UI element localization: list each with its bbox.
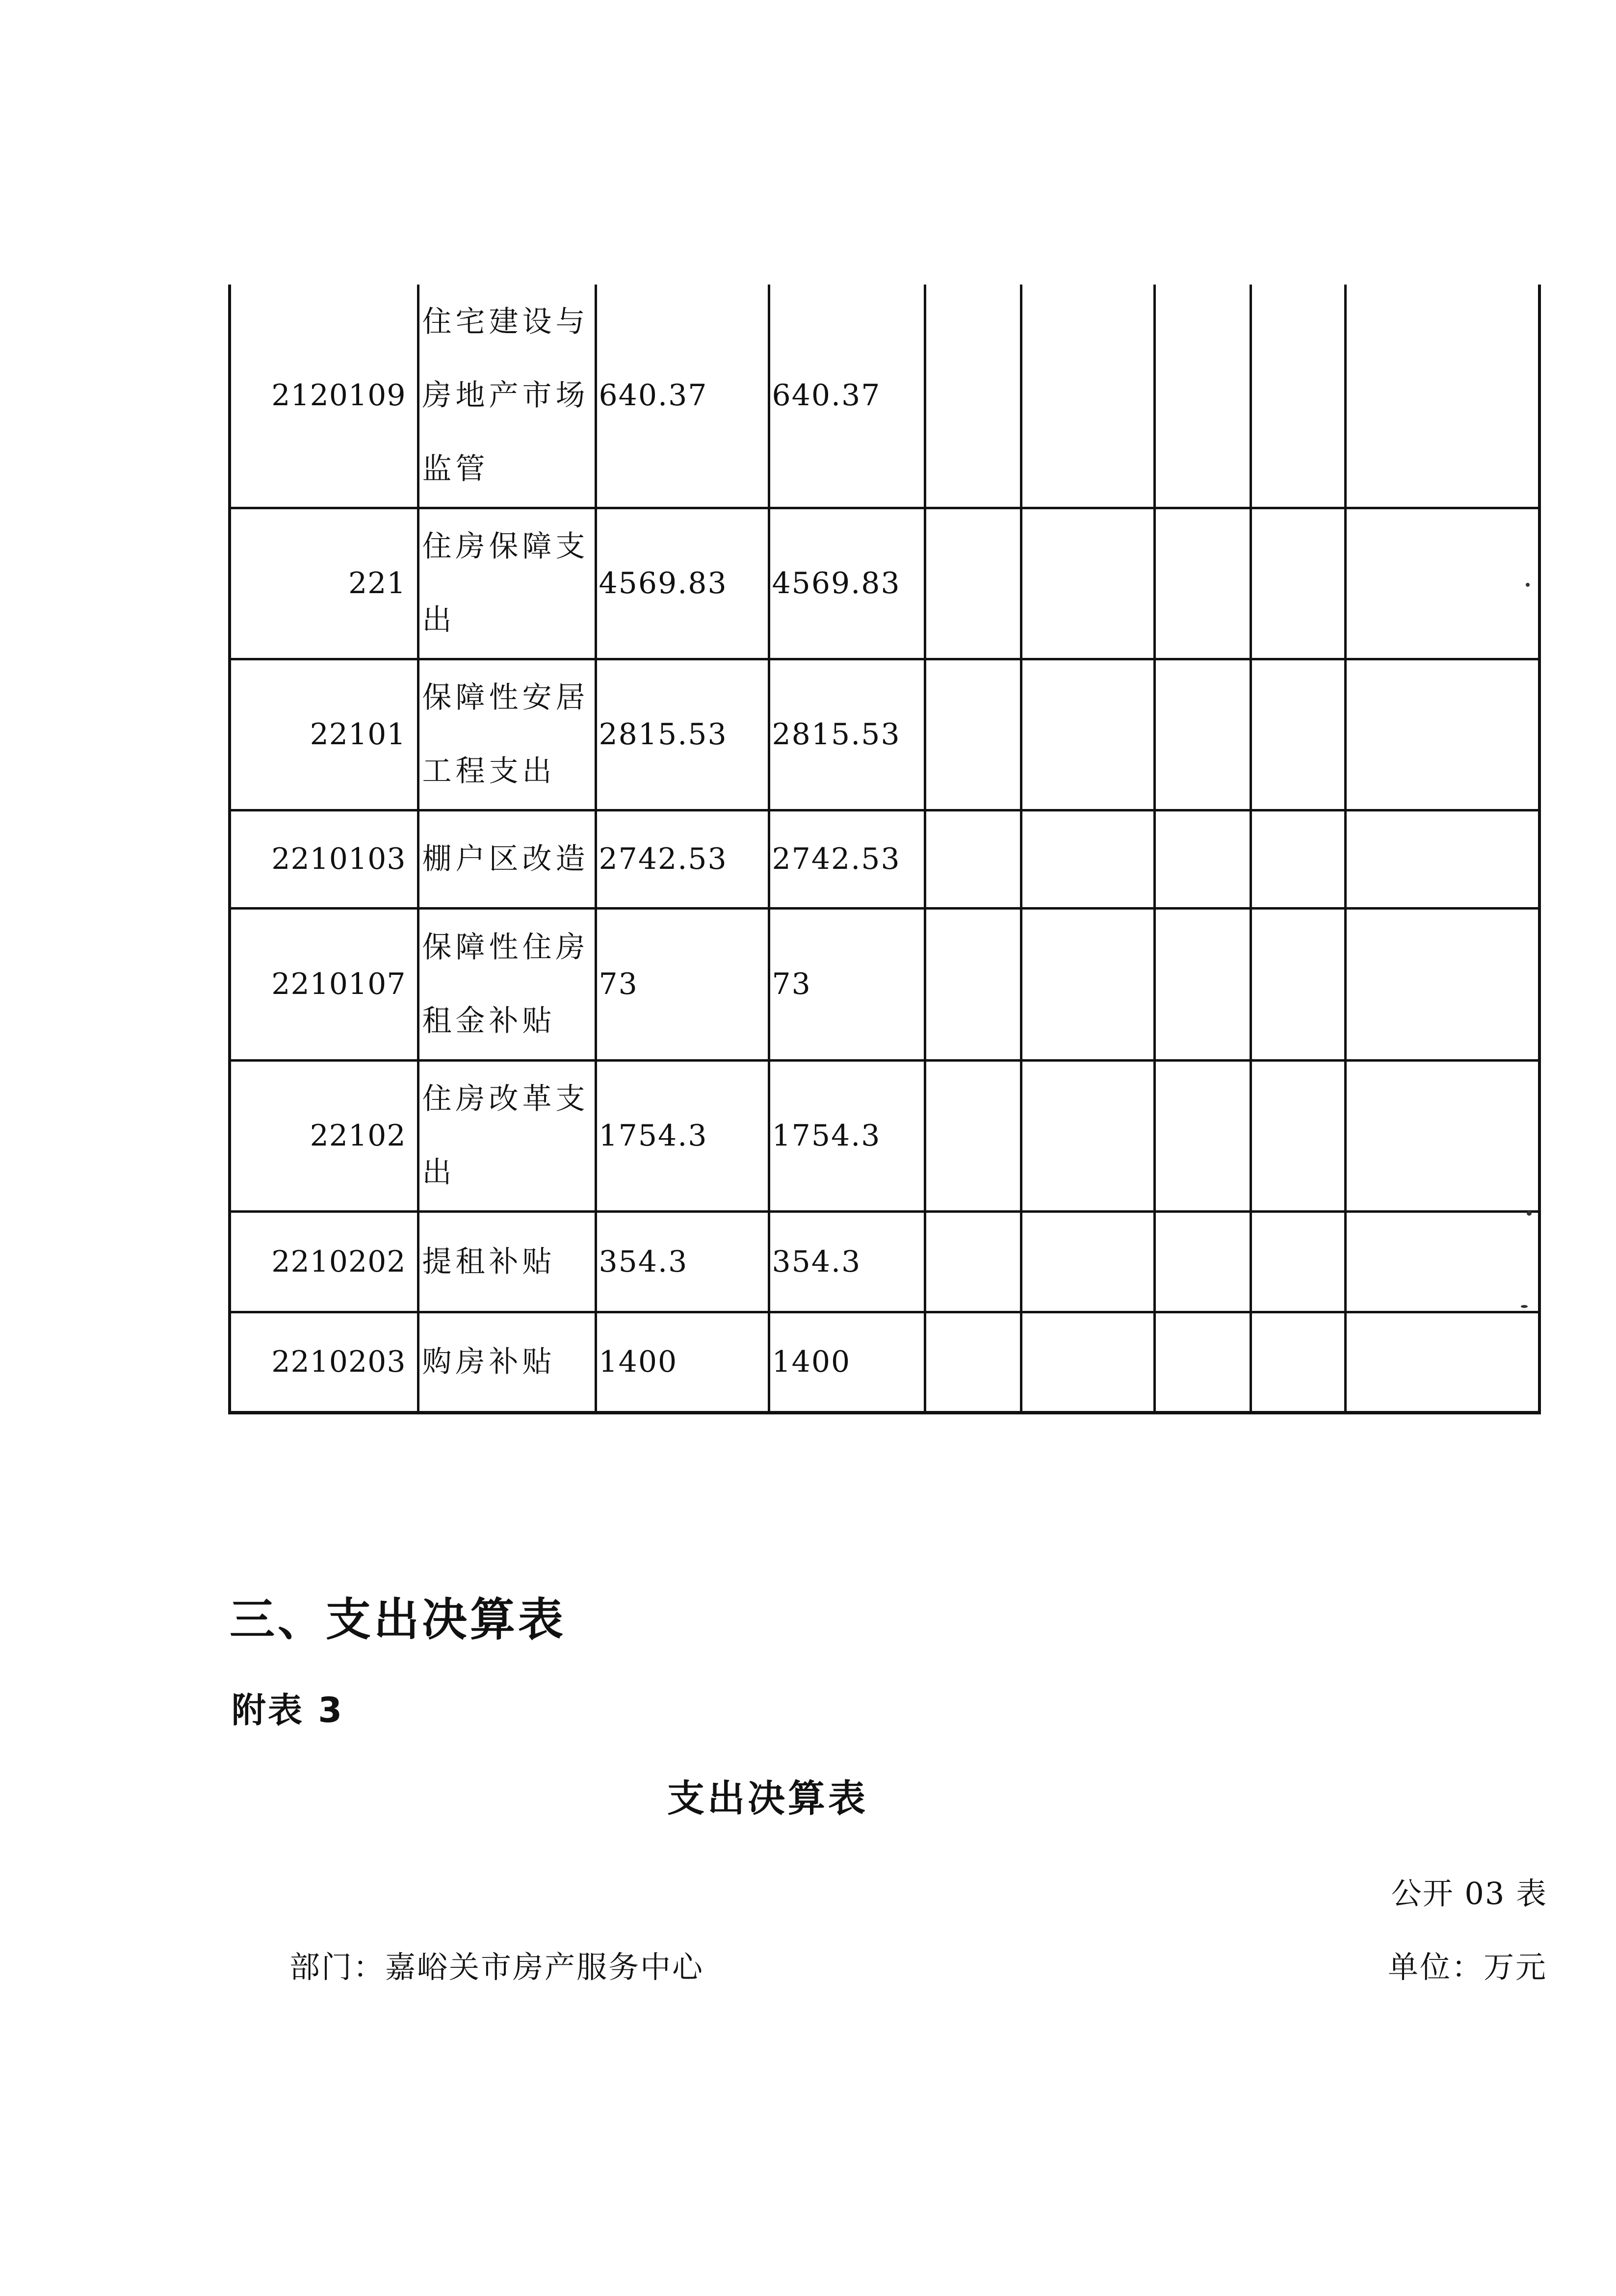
row-value: 73: [769, 908, 925, 1060]
section-heading: 三、支出决算表: [230, 1593, 567, 1646]
table-row: [230, 659, 1539, 810]
row-value: 2815.53: [596, 659, 769, 810]
row-value: 354.3: [596, 1211, 769, 1312]
empty-cell: [1251, 908, 1345, 1060]
row-name: 棚户区改造: [418, 810, 596, 908]
table-row: [230, 285, 1539, 508]
empty-cell: [1251, 285, 1345, 508]
empty-cell: [1154, 908, 1251, 1060]
table-row: [230, 1211, 1539, 1312]
expenditure-table: [228, 285, 1541, 1414]
empty-cell: [1345, 285, 1539, 508]
empty-cell: [1154, 810, 1251, 908]
row-code: 2120109: [230, 285, 418, 508]
empty-cell: [1345, 1211, 1539, 1312]
empty-cell: [1251, 1211, 1345, 1312]
row-name: 保障性安居工程支出: [418, 659, 596, 810]
row-value: 1400: [596, 1312, 769, 1412]
row-value: 73: [596, 908, 769, 1060]
scan-speck: [1521, 1305, 1528, 1308]
empty-cell: [1251, 659, 1345, 810]
department-label: 部门：嘉峪关市房产服务中心: [289, 1949, 704, 1985]
row-value: 4569.83: [769, 508, 925, 659]
empty-cell: [925, 1312, 1021, 1412]
empty-cell: [1251, 1312, 1345, 1412]
row-code: 2210103: [230, 810, 418, 908]
empty-cell: [925, 908, 1021, 1060]
row-code: 2210202: [230, 1211, 418, 1312]
table-title: 支出决算表: [667, 1776, 868, 1820]
empty-cell: [925, 659, 1021, 810]
row-value: 1754.3: [769, 1060, 925, 1211]
empty-cell: [1345, 908, 1539, 1060]
row-value: 2815.53: [769, 659, 925, 810]
empty-cell: [925, 1211, 1021, 1312]
empty-cell: [925, 508, 1021, 659]
row-value: 1754.3: [596, 1060, 769, 1211]
empty-cell: [1021, 659, 1154, 810]
row-name: 住房保障支出: [418, 508, 596, 659]
table-row: [230, 508, 1539, 659]
empty-cell: [1345, 1312, 1539, 1412]
empty-cell: [1251, 508, 1345, 659]
empty-cell: [1345, 659, 1539, 810]
unit-label: 单位：万元: [1387, 1949, 1547, 1985]
empty-cell: [925, 1060, 1021, 1211]
table-id: 公开 03 表: [1391, 1876, 1547, 1911]
row-name: 住房改革支出: [418, 1060, 596, 1211]
empty-cell: [1154, 659, 1251, 810]
empty-cell: [1251, 810, 1345, 908]
row-value: 640.37: [596, 285, 769, 508]
empty-cell: [1345, 810, 1539, 908]
table-row: [230, 1312, 1539, 1412]
annex-label: 附表 3: [232, 1690, 344, 1730]
empty-cell: [1154, 1312, 1251, 1412]
row-code: 22102: [230, 1060, 418, 1211]
row-name: 购房补贴: [418, 1312, 596, 1412]
row-value: 1400: [769, 1312, 925, 1412]
empty-cell: [1021, 908, 1154, 1060]
empty-cell: [925, 810, 1021, 908]
table-row: [230, 810, 1539, 908]
empty-cell: [1021, 1211, 1154, 1312]
empty-cell: [1021, 810, 1154, 908]
row-name: 提租补贴: [418, 1211, 596, 1312]
empty-cell: [1154, 1060, 1251, 1211]
row-value: 640.37: [769, 285, 925, 508]
row-code: 221: [230, 508, 418, 659]
row-code: 22101: [230, 659, 418, 810]
empty-cell: [1154, 508, 1251, 659]
empty-cell: [1251, 1060, 1345, 1211]
empty-cell: [1021, 508, 1154, 659]
empty-cell: [1021, 1060, 1154, 1211]
scan-speck: [1526, 583, 1530, 587]
row-value: 354.3: [769, 1211, 925, 1312]
empty-cell: [1154, 285, 1251, 508]
row-value: 2742.53: [769, 810, 925, 908]
row-code: 2210203: [230, 1312, 418, 1412]
scan-speck: [1527, 1211, 1532, 1216]
row-value: 2742.53: [596, 810, 769, 908]
row-code: 2210107: [230, 908, 418, 1060]
empty-cell: [1021, 285, 1154, 508]
row-value: 4569.83: [596, 508, 769, 659]
empty-cell: [925, 285, 1021, 508]
table-row: [230, 1060, 1539, 1211]
row-name: 保障性住房租金补贴: [418, 908, 596, 1060]
table-row: [230, 908, 1539, 1060]
row-name: 住宅建设与房地产市场监管: [418, 285, 596, 508]
empty-cell: [1021, 1312, 1154, 1412]
empty-cell: [1345, 508, 1539, 659]
empty-cell: [1154, 1211, 1251, 1312]
empty-cell: [1345, 1060, 1539, 1211]
